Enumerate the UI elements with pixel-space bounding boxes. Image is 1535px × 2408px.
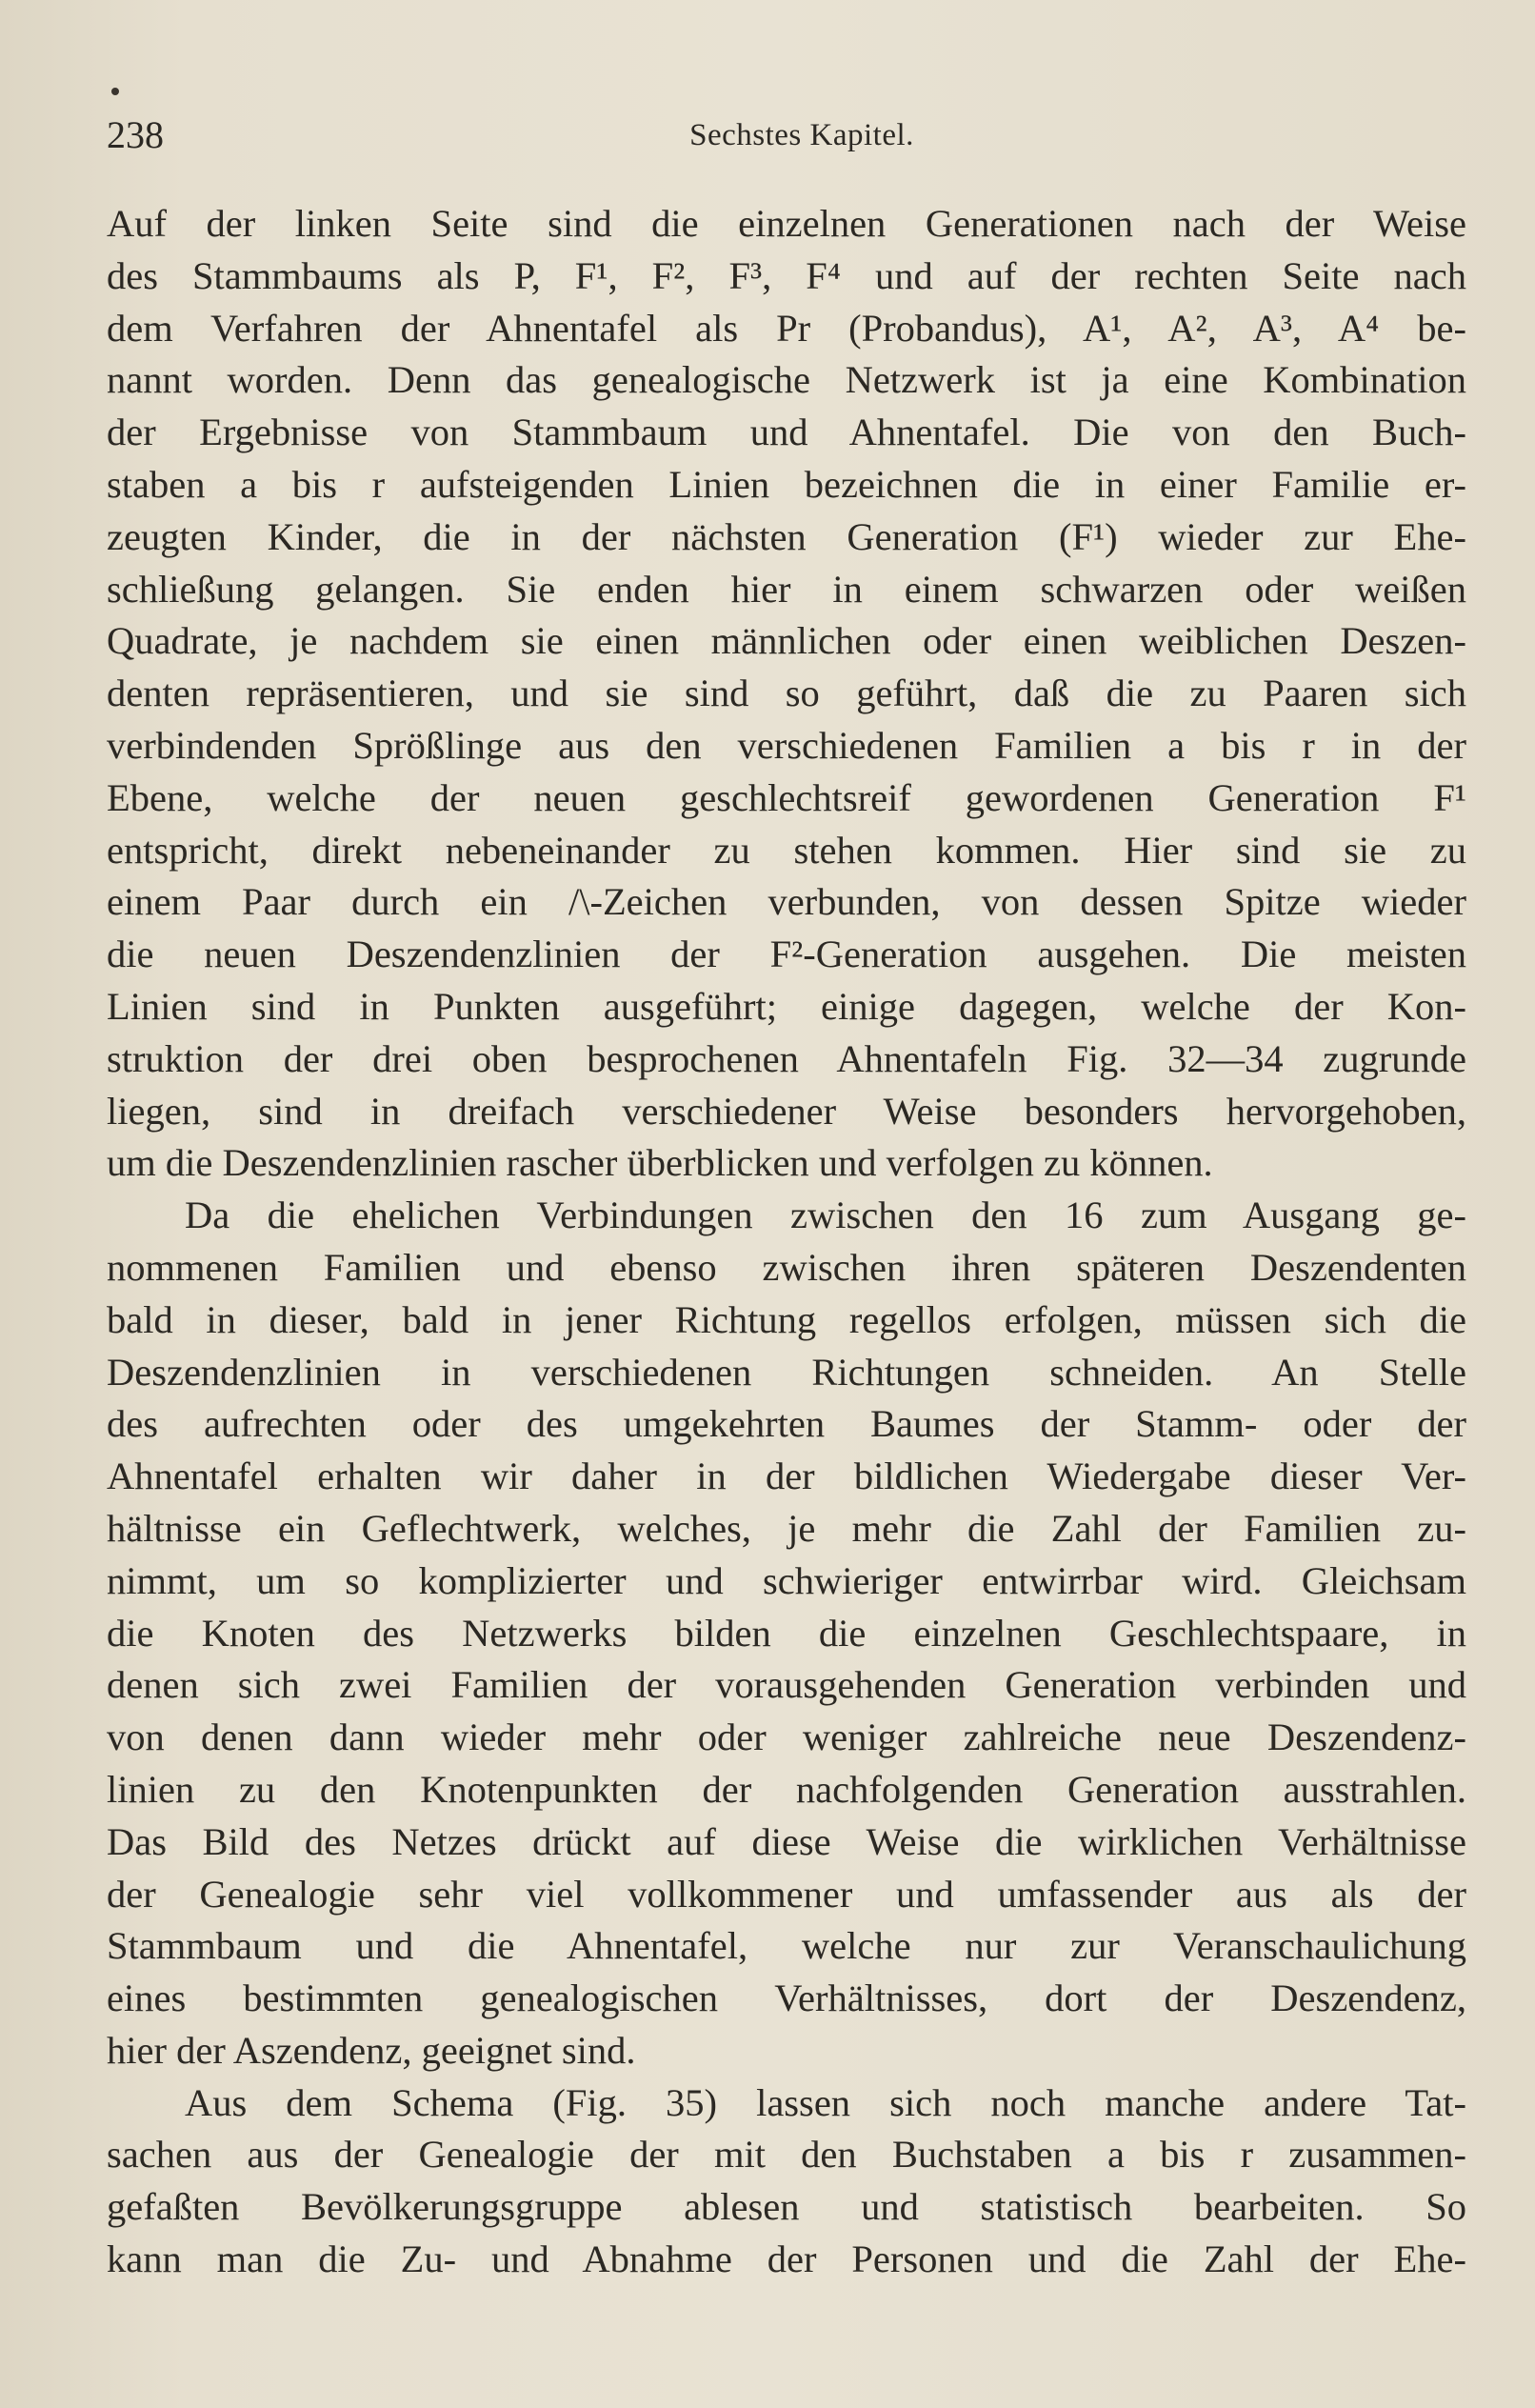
text-line: hältnisse ein Geflechtwerk, welches, je mehr die Zahl der Familien zu- — [107, 1506, 1466, 1550]
text-line: bald in dieser, bald in jener Richtung regellos erfolgen, müssen sich die — [107, 1297, 1466, 1341]
text-line: hier der Aszendenz, geeignet sind. — [107, 2028, 636, 2072]
text-line: gefaßten Bevölkerungsgruppe ablesen und statistisch bearbeiten. So — [107, 2185, 1466, 2229]
text-line: dem Verfahren der Ahnentafel als Pr (Probandus), A¹, A², A³, A⁴ be- — [107, 306, 1466, 350]
text-line: der Ergebnisse von Stammbaum und Ahnentafel. Die von den Buch- — [107, 411, 1466, 454]
text-line: einem Paar durch ein /\-Zeichen verbunden, von dessen Spitze wieder — [107, 880, 1466, 924]
print-speck — [111, 88, 119, 95]
text-line: Ebene, welche der neuen geschlechtsreif gewordenen Generation F¹ — [107, 775, 1466, 819]
page-number: 238 — [107, 113, 164, 156]
text-line: nannt worden. Denn das genealogische Netzwerk ist ja eine Kombination — [107, 358, 1466, 402]
text-line: kann man die Zu- und Abnahme der Personen und die Zahl der Ehe- — [107, 2237, 1466, 2281]
text-line: denten repräsentieren, und sie sind so geführt, daß die zu Paaren sich — [107, 672, 1466, 715]
text-line: Quadrate, je nachdem sie einen männlichen oder einen weiblichen Deszen- — [107, 619, 1466, 663]
text-line: die neuen Deszendenzlinien der F²-Generation ausgehen. Die meisten — [107, 933, 1466, 976]
text-line: Da die ehelichen Verbindungen zwischen den 16 zum Ausgang ge- — [185, 1194, 1466, 1237]
text-line: entspricht, direkt nebeneinander zu stehen kommen. Hier sind sie zu — [107, 828, 1466, 872]
text-line: Das Bild des Netzes drückt auf diese Weise die wirklichen Verhältnisse — [107, 1819, 1466, 1863]
text-line: denen sich zwei Familien der vorausgehenden Generation verbinden und — [107, 1663, 1466, 1707]
text-line: liegen, sind in dreifach verschiedener Weise besonders hervorgehoben, — [107, 1089, 1466, 1133]
text-line: schließung gelangen. Sie enden hier in einem schwarzen oder weißen — [107, 567, 1466, 611]
text-line: des aufrechten oder des umgekehrten Baumes der Stamm- oder der — [107, 1402, 1466, 1446]
text-line: struktion der drei oben besprochenen Ahnentafeln Fig. 32—34 zugrunde — [107, 1036, 1466, 1080]
text-line: staben a bis r aufsteigenden Linien bezeichnen die in einer Familie er- — [107, 462, 1466, 506]
text-line: Stammbaum und die Ahnentafel, welche nur zur Veranschaulichung — [107, 1924, 1466, 1968]
text-line: zeugten Kinder, die in der nächsten Generation (F¹) wieder zur Ehe- — [107, 514, 1466, 558]
text-line: verbindenden Sprößlinge aus den verschiedenen Familien a bis r in der — [107, 723, 1466, 767]
text-line: die Knoten des Netzwerks bilden die einzelnen Geschlechtspaare, in — [107, 1611, 1466, 1655]
running-head: Sechstes Kapitel. — [689, 118, 914, 152]
body-text — [107, 198, 1466, 2286]
text-line: Aus dem Schema (Fig. 35) lassen sich noch manche andere Tat- — [185, 2080, 1466, 2124]
text-line: nimmt, um so komplizierter und schwieriger entwirrbar wird. Gleichsam — [107, 1558, 1466, 1602]
text-line: Linien sind in Punkten ausgeführt; einige dagegen, welche der Kon- — [107, 984, 1466, 1028]
text-line: Ahnentafel erhalten wir daher in der bildlichen Wiedergabe dieser Ver- — [107, 1455, 1466, 1498]
text-line: der Genealogie sehr viel vollkommener und umfassender aus als der — [107, 1872, 1466, 1916]
text-line: Auf der linken Seite sind die einzelnen Generationen nach der Weise — [107, 202, 1466, 245]
text-line: linien zu den Knotenpunkten der nachfolgenden Generation ausstrahlen. — [107, 1767, 1466, 1811]
text-line: Deszendenzlinien in verschiedenen Richtungen schneiden. An Stelle — [107, 1350, 1466, 1394]
text-line: sachen aus der Genealogie der mit den Buchstaben a bis r zusammen- — [107, 2133, 1466, 2177]
text-line: eines bestimmten genealogischen Verhältnisses, dort der Deszendenz, — [107, 1977, 1466, 2020]
text-line: um die Deszendenzlinien rascher überblicken und verfolgen zu können. — [107, 1141, 1213, 1185]
text-line: des Stammbaums als P, F¹, F², F³, F⁴ und auf der rechten Seite nach — [107, 253, 1466, 297]
text-line: von denen dann wieder mehr oder weniger zahlreiche neue Deszendenz- — [107, 1716, 1466, 1759]
page-header — [107, 112, 1459, 160]
text-line: nommenen Familien und ebenso zwischen ihren späteren Deszendenten — [107, 1245, 1466, 1289]
